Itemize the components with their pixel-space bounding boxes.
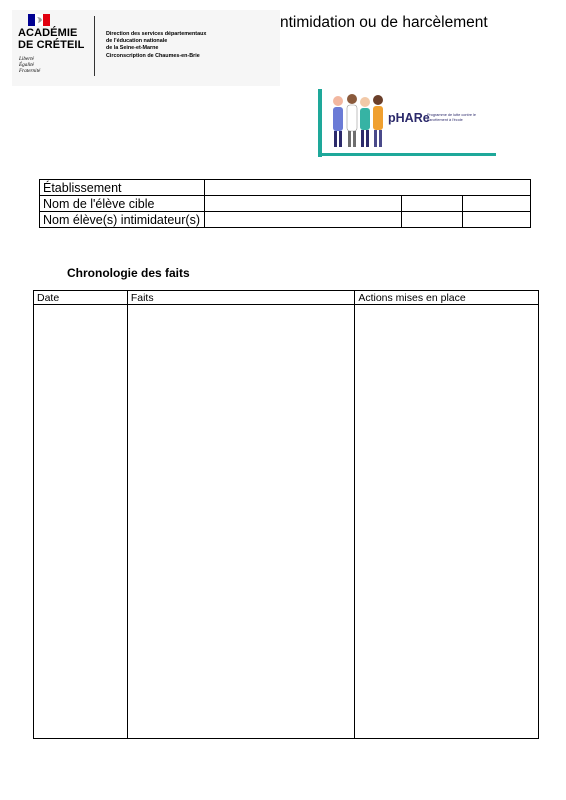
info-table bbox=[39, 179, 531, 228]
column-header: Faits bbox=[127, 291, 355, 305]
phare-subtitle: Programme de lutte contre le harcèlement à l'école bbox=[427, 113, 476, 122]
info-value-field[interactable] bbox=[402, 212, 463, 228]
academie-name bbox=[18, 28, 84, 51]
info-value-field[interactable] bbox=[204, 212, 401, 228]
phare-wordmark: pHARe bbox=[388, 111, 430, 125]
info-value-field[interactable] bbox=[204, 180, 530, 196]
devise-line: Fraternité bbox=[19, 68, 41, 75]
info-value-field[interactable] bbox=[402, 196, 463, 212]
phare-underline bbox=[318, 153, 496, 156]
marianne-flag-icon bbox=[28, 14, 50, 26]
info-value-field[interactable] bbox=[463, 212, 531, 228]
info-label: Nom élève(s) intimidateur(s) bbox=[40, 212, 205, 228]
faits-cell[interactable] bbox=[127, 305, 355, 739]
info-label: Nom de l'élève cible bbox=[40, 196, 205, 212]
phare-logo bbox=[318, 89, 498, 157]
column-header: Date bbox=[34, 291, 128, 305]
table-row bbox=[40, 212, 531, 228]
info-label: Établissement bbox=[40, 180, 205, 196]
academie-line: ACADÉMIE bbox=[18, 27, 78, 39]
dsden-line: Direction des services départementaux bbox=[106, 31, 207, 37]
table-header-row bbox=[34, 291, 539, 305]
actions-cell[interactable] bbox=[355, 305, 539, 739]
chronology-title: Chronologie des faits bbox=[67, 266, 190, 280]
table-row bbox=[40, 196, 531, 212]
dsden-line: de l'éducation nationale bbox=[106, 38, 168, 45]
dsden-text bbox=[106, 31, 206, 60]
chronology-table bbox=[33, 290, 539, 739]
table-row bbox=[40, 180, 531, 196]
devise-line: Égalité bbox=[19, 62, 34, 69]
info-value-field[interactable] bbox=[204, 196, 401, 212]
academie-line: DE CRÉTEIL bbox=[18, 38, 85, 51]
phare-accent-bar bbox=[318, 89, 322, 157]
devise bbox=[19, 56, 40, 75]
date-cell[interactable] bbox=[34, 305, 128, 739]
table-row bbox=[34, 305, 539, 739]
logo-separator bbox=[94, 16, 95, 76]
info-value-field[interactable] bbox=[463, 196, 531, 212]
column-header: Actions mises en place bbox=[355, 291, 539, 305]
devise-line: Liberté bbox=[19, 56, 34, 62]
dsden-line: Circonscription de Chaumes-en-Brie bbox=[106, 52, 200, 59]
dsden-line: de la Seine-et-Marne bbox=[106, 45, 159, 52]
document-title: ntimidation ou de harcèlement bbox=[280, 14, 488, 31]
students-illustration-icon bbox=[326, 91, 390, 151]
